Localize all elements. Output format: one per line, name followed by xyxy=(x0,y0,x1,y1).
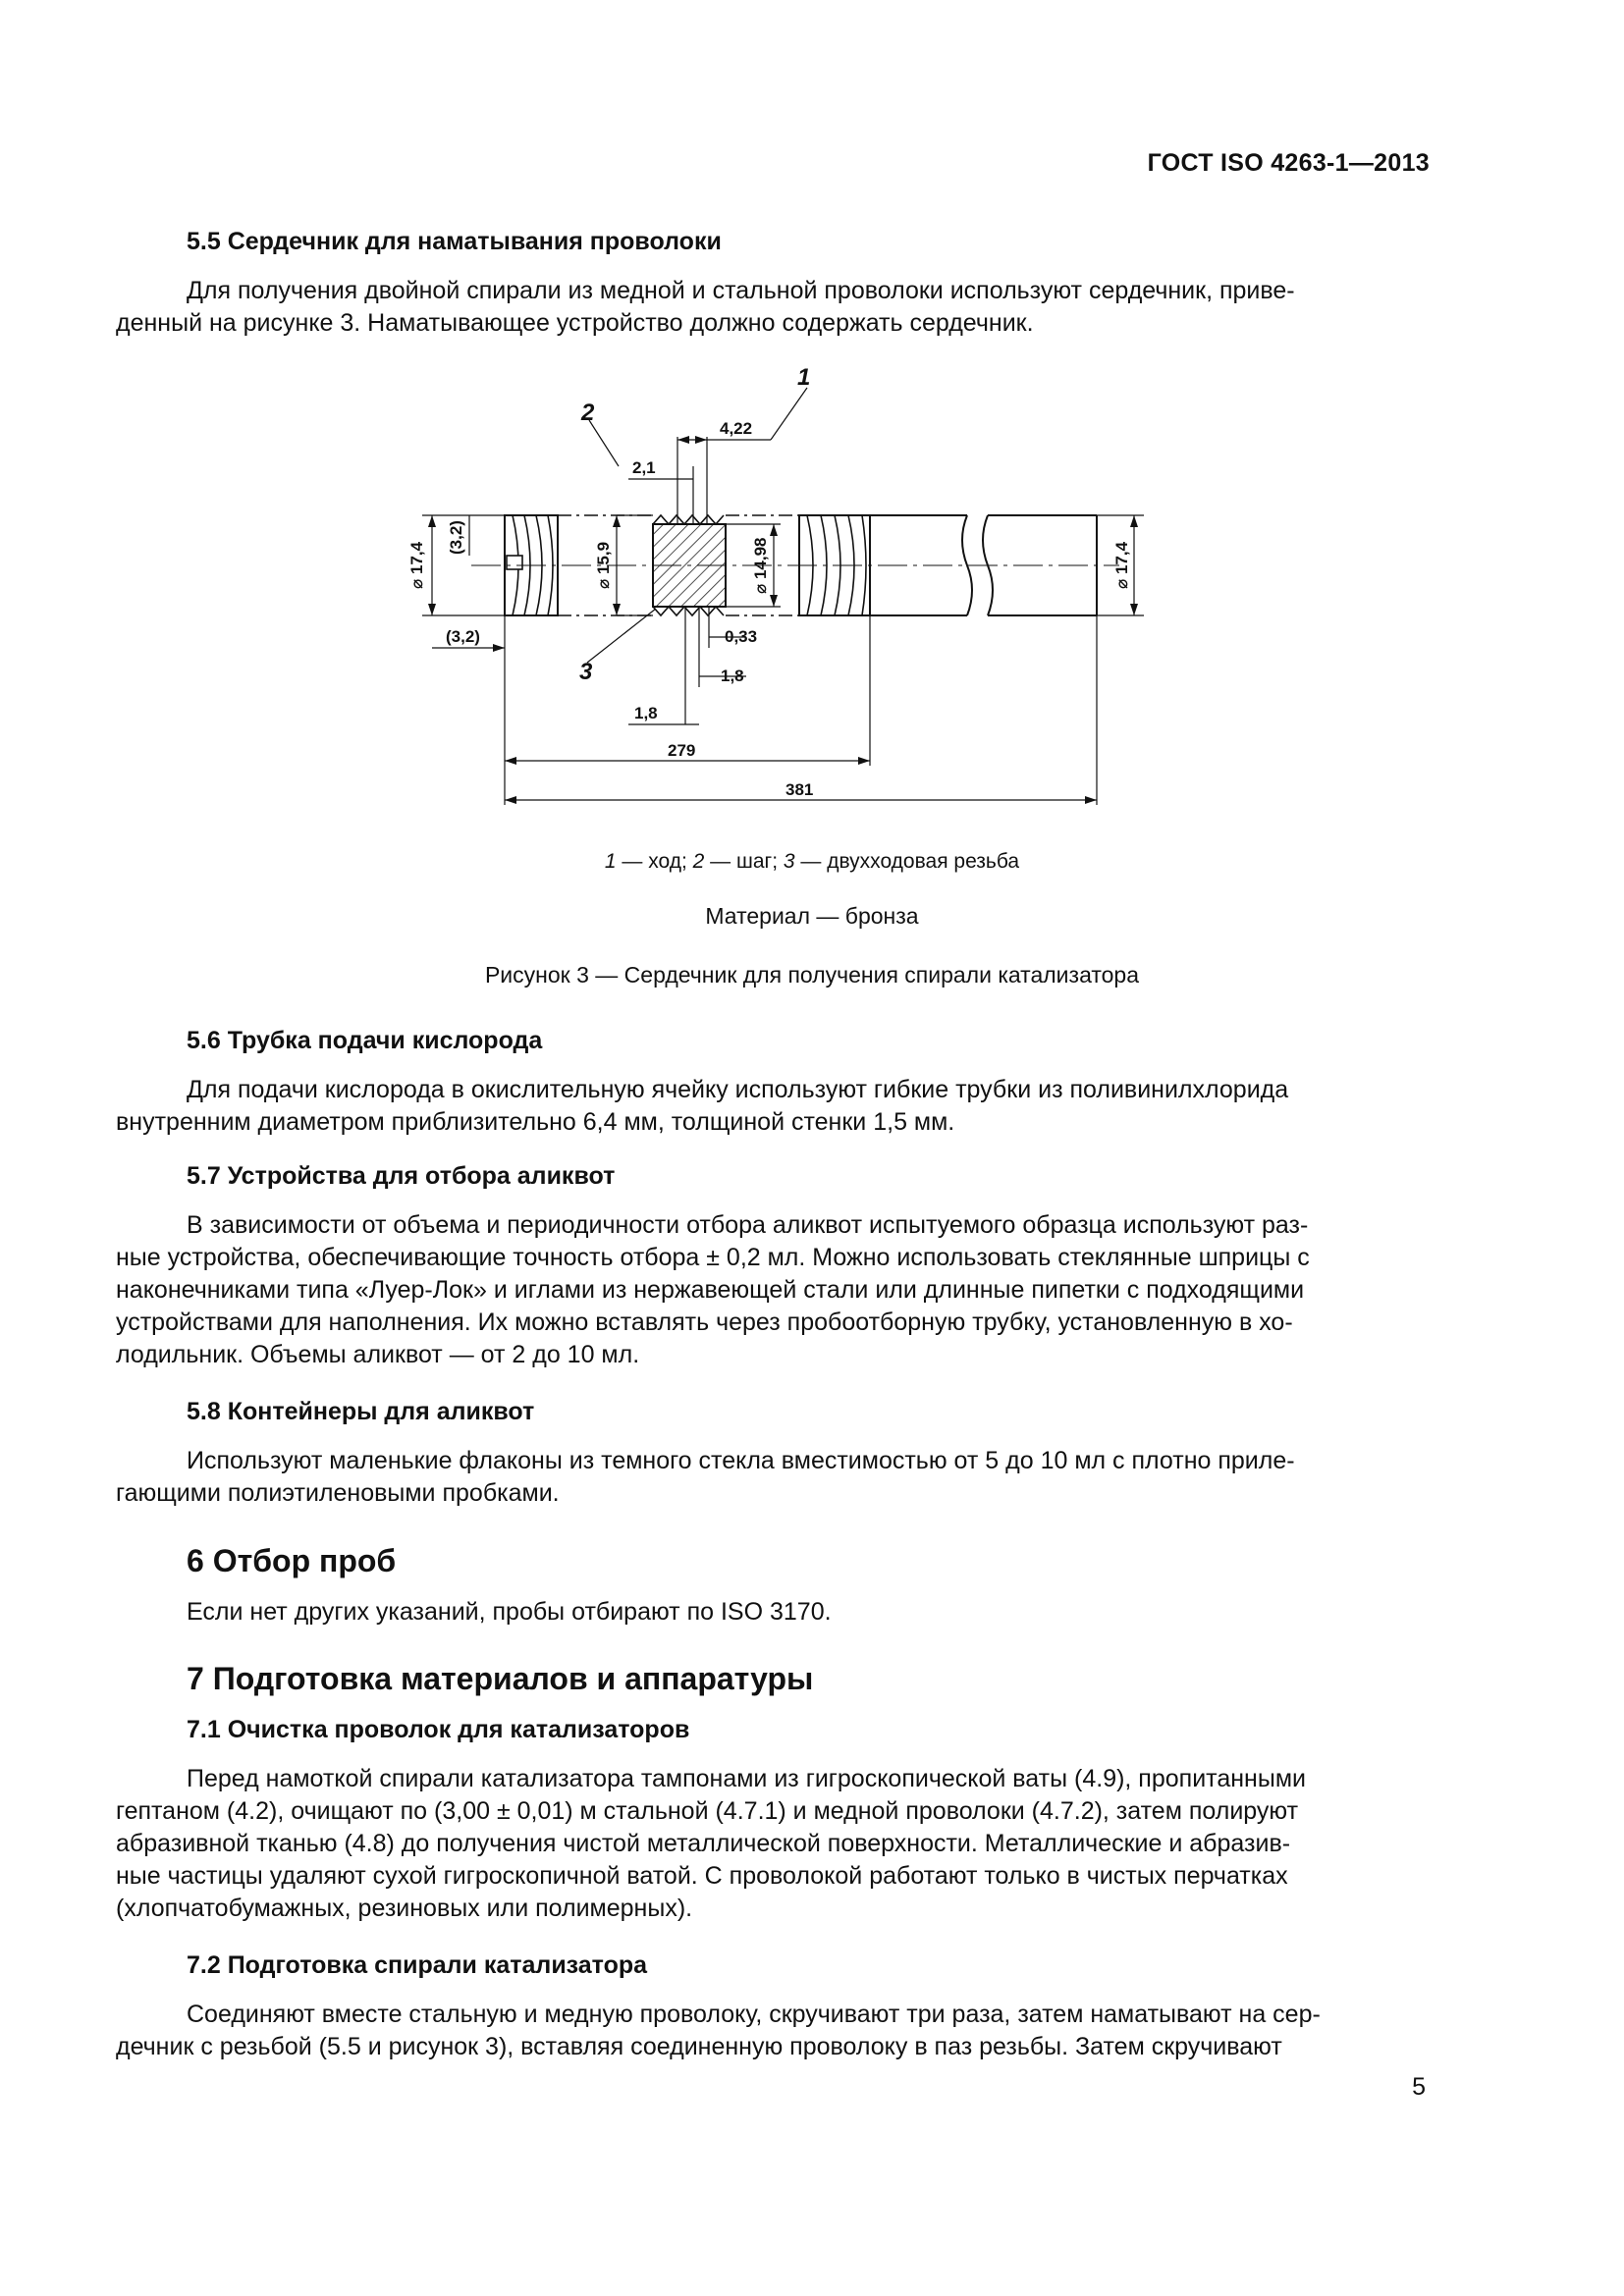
dim-279: 279 xyxy=(668,741,696,760)
section-5-6-heading: 5.6 Трубка подачи кислорода xyxy=(187,1027,543,1054)
text-line: лодильник. Объемы аликвот — от 2 до 10 мл. xyxy=(116,1341,640,1368)
legend-text: — двухходовая резьба xyxy=(794,850,1020,873)
dim-dia-14-98: ⌀ 14,98 xyxy=(751,537,770,594)
figure-material: Материал — бронза xyxy=(705,903,919,929)
legend-text: — ход; xyxy=(616,850,693,873)
legend-number: 1 xyxy=(604,850,617,873)
figure-caption: Рисунок 3 — Сердечник для получения спирали катализатора xyxy=(484,962,1140,988)
text-line: ные устройства, обеспечивающие точность отбора ± 0,2 мл. Можно использовать стеклянные шприцы с xyxy=(116,1244,1310,1271)
text-line: (хлопчатобумажных, резиновых или полимерных). xyxy=(116,1895,693,1922)
callout-2: 2 xyxy=(581,400,595,426)
text-line: Соединяют вместе стальную и медную проволоку, скручивают три раза, затем наматывают на сер- xyxy=(187,2001,1321,2028)
dim-4-22: 4,22 xyxy=(720,419,753,438)
document-id: ГОСТ ISO 4263-1—2013 xyxy=(1147,149,1430,177)
dim-2-1: 2,1 xyxy=(632,458,656,477)
dim-dia-15-9: ⌀ 15,9 xyxy=(594,541,613,589)
dim-0-33: 0,33 xyxy=(725,627,758,646)
legend-text: — шаг; xyxy=(704,850,784,873)
section-7-2-text xyxy=(116,1999,1432,2063)
text-line: внутренним диаметром приблизительно 6,4 мм, толщиной стенки 1,5 мм. xyxy=(116,1108,955,1136)
figure-legend xyxy=(0,850,1624,874)
legend-number: 3 xyxy=(783,850,795,873)
section-7-2-heading: 7.2 Подготовка спирали катализатора xyxy=(187,1951,648,1979)
text-line: устройствами для наполнения. Их можно вставлять через пробоотборную трубку, установленную в хо- xyxy=(116,1308,1293,1336)
text-line: денный на рисунке 3. Наматывающее устройство должно содержать сердечник. xyxy=(116,309,1034,337)
section-5-7-heading: 5.7 Устройства для отбора аликвот xyxy=(187,1162,616,1190)
dim-dia-17-4-right: ⌀ 17,4 xyxy=(1112,541,1131,589)
section-5-8-text xyxy=(116,1445,1432,1510)
dim-3-2-vertical: (3,2) xyxy=(447,520,465,555)
legend-number: 2 xyxy=(692,850,705,873)
dim-381: 381 xyxy=(785,780,814,799)
text-line: ные частицы удаляют сухой гигроскопичной ватой. С проволокой работают только в чистых перчатках xyxy=(116,1862,1288,1890)
section-7-1-heading: 7.1 Очистка проволок для катализаторов xyxy=(187,1716,690,1743)
text-line: Перед намоткой спирали катализатора тампонами из гигроскопической ваты (4.9), пропитанными xyxy=(187,1765,1306,1792)
text-line: гептаном (4.2), очищают по (3,00 ± 0,01) м стальной (4.7.1) и медной проволоки (4.7.2), затем полируют xyxy=(116,1797,1299,1825)
section-7-heading: 7 Подготовка материалов и аппаратуры xyxy=(187,1661,814,1696)
text-line: гающими полиэтиленовыми пробками. xyxy=(116,1479,560,1507)
section-7-1-text xyxy=(116,1763,1432,1925)
section-5-8-heading: 5.8 Контейнеры для аликвот xyxy=(187,1398,535,1425)
text-line: дечник с резьбой (5.5 и рисунок 3), вставляя соединенную проволоку в паз резьбы. Затем скручивают xyxy=(116,2033,1282,2060)
text-line: Для подачи кислорода в окислительную ячейку используют гибкие трубки из поливинилхлорида xyxy=(187,1076,1289,1103)
section-6-text xyxy=(116,1596,1432,1629)
mandrel-drawing xyxy=(0,0,1624,834)
text-line: Используют маленькие флаконы из темного стекла вместимостью от 5 до 10 мл с плотно приле- xyxy=(187,1447,1295,1474)
dim-1-8-a: 1,8 xyxy=(721,667,744,685)
text-line: наконечниками типа «Луер-Лок» и иглами из нержавеющей стали или длинные пипетки с подходящими xyxy=(116,1276,1305,1304)
dim-1-8-b: 1,8 xyxy=(634,704,658,722)
section-6-heading: 6 Отбор проб xyxy=(187,1543,397,1578)
callout-3: 3 xyxy=(579,659,593,685)
section-5-6-text xyxy=(116,1074,1432,1139)
text-line: абразивной тканью (4.8) до получения чистой металлической поверхности. Металлические и абразив- xyxy=(116,1830,1291,1857)
callout-1: 1 xyxy=(797,364,811,391)
section-5-7-text xyxy=(116,1209,1432,1371)
section-5-5-heading: 5.5 Сердечник для наматывания проволоки xyxy=(187,228,722,255)
text-line: В зависимости от объема и периодичности отбора аликвот испытуемого образца используют раз- xyxy=(187,1211,1309,1239)
text-line: Если нет других указаний, пробы отбирают по ISO 3170. xyxy=(187,1598,832,1626)
dim-dia-17-4-left: ⌀ 17,4 xyxy=(407,541,426,589)
page-number: 5 xyxy=(1412,2073,1426,2101)
dim-3-2-horizontal: (3,2) xyxy=(446,627,480,646)
text-line: Для получения двойной спирали из медной и стальной проволоки используют сердечник, приве- xyxy=(187,277,1295,304)
